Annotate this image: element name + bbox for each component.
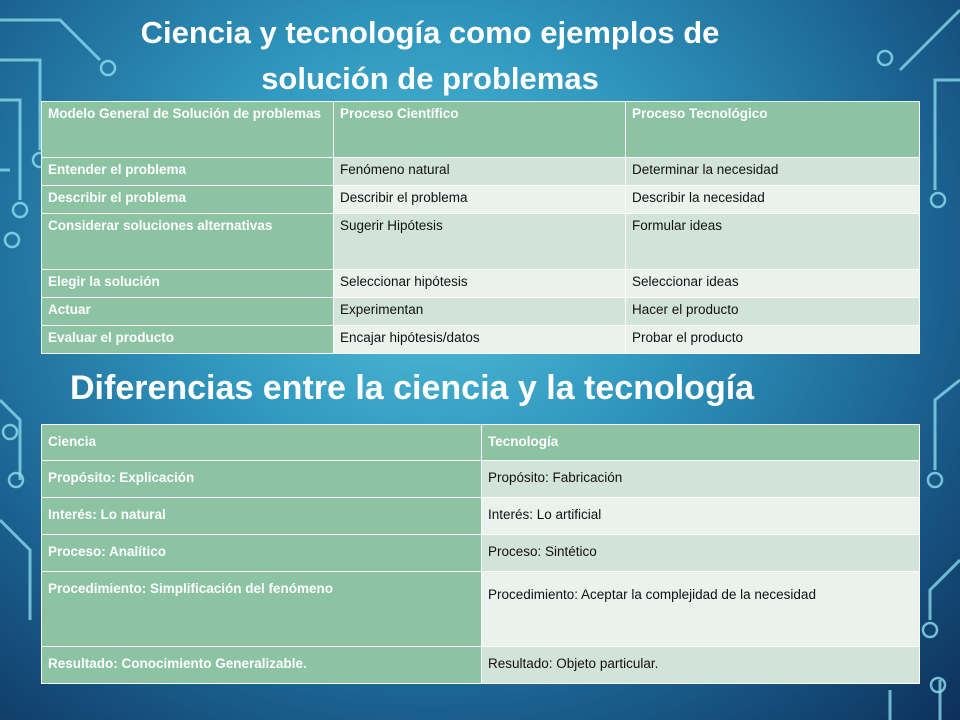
section-subtitle: Diferencias entre la ciencia y la tecnología — [70, 369, 755, 407]
table-header-row — [42, 425, 920, 461]
table-cell: Resultado: Objeto particular. — [482, 647, 920, 684]
problem-solving-table — [41, 101, 920, 354]
table-row — [42, 498, 920, 535]
table-header-row — [42, 102, 920, 158]
header-cell: Modelo General de Solución de problemas — [42, 102, 334, 158]
table-cell: Propósito: Fabricación — [482, 461, 920, 498]
table-row — [42, 158, 920, 186]
table-cell: Encajar hipótesis/datos — [334, 326, 626, 354]
table-cell: Seleccionar ideas — [626, 270, 920, 298]
row-label: Describir el problema — [42, 186, 334, 214]
table-cell: Hacer el producto — [626, 298, 920, 326]
row-label: Resultado: Conocimiento Generalizable. — [42, 647, 482, 684]
row-label: Elegir la solución — [42, 270, 334, 298]
row-label: Actuar — [42, 298, 334, 326]
table-cell: Interés: Lo artificial — [482, 498, 920, 535]
table-cell: Probar el producto — [626, 326, 920, 354]
row-label: Proceso: Analítico — [42, 535, 482, 572]
table-cell: Describir el problema — [334, 186, 626, 214]
row-label: Considerar soluciones alternativas — [42, 214, 334, 270]
table-cell: Describir la necesidad — [626, 186, 920, 214]
table-row — [42, 298, 920, 326]
table-cell: Proceso: Sintético — [482, 535, 920, 572]
table-row — [42, 461, 920, 498]
header-cell: Ciencia — [42, 425, 482, 461]
table-row — [42, 647, 920, 684]
science-vs-technology-table — [41, 424, 920, 684]
table-cell: Formular ideas — [626, 214, 920, 270]
row-label: Procedimiento: Simplificación del fenómeno — [42, 572, 482, 647]
table-row — [42, 535, 920, 572]
table-row — [42, 572, 920, 647]
table-cell: Procedimiento: Aceptar la complejidad de la necesidad — [482, 572, 920, 647]
header-cell: Proceso Científico — [334, 102, 626, 158]
table-row — [42, 270, 920, 298]
table-cell: Sugerir Hipótesis — [334, 214, 626, 270]
header-cell: Tecnología — [482, 425, 920, 461]
table-cell: Fenómeno natural — [334, 158, 626, 186]
row-label: Evaluar el producto — [42, 326, 334, 354]
header-cell: Proceso Tecnológico — [626, 102, 920, 158]
row-label: Interés: Lo natural — [42, 498, 482, 535]
table-cell: Determinar la necesidad — [626, 158, 920, 186]
table-row — [42, 326, 920, 354]
table-cell: Seleccionar hipótesis — [334, 270, 626, 298]
row-label: Entender el problema — [42, 158, 334, 186]
slide-title: Ciencia y tecnología como ejemplos de solución de problemas — [140, 15, 720, 96]
table-row — [42, 214, 920, 270]
row-label: Propósito: Explicación — [42, 461, 482, 498]
table-cell: Experimentan — [334, 298, 626, 326]
table-row — [42, 186, 920, 214]
